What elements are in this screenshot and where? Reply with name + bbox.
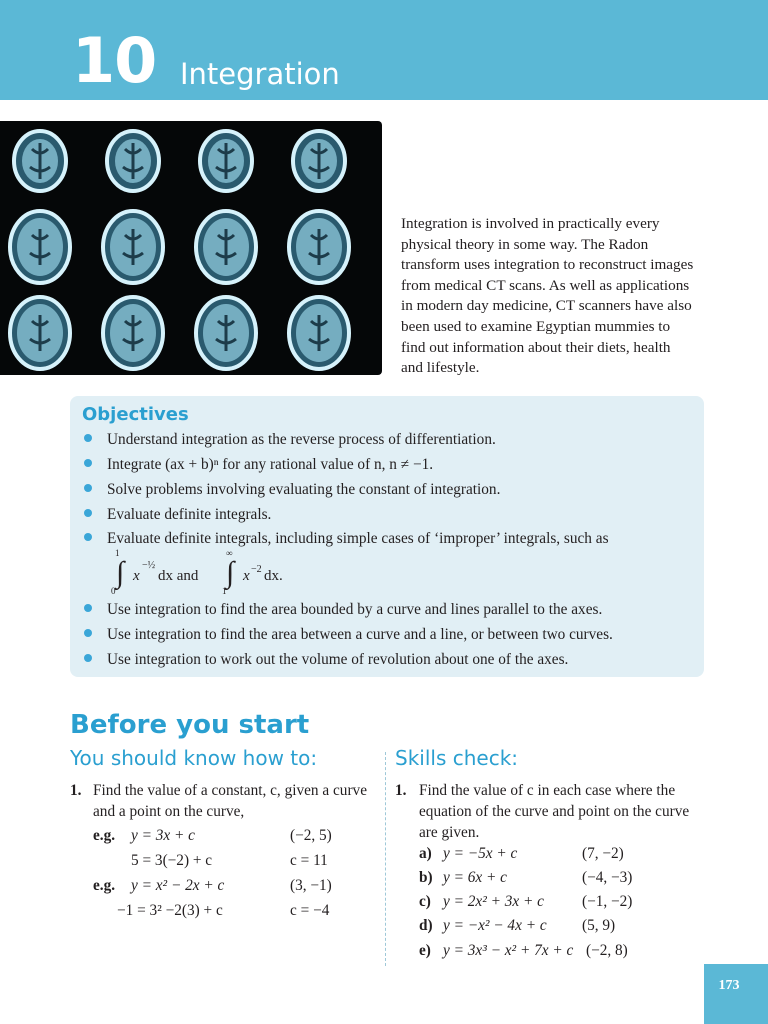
- ct-slice: [103, 297, 163, 369]
- intro-line: physical theory in some way. The Radon: [401, 235, 649, 253]
- ct-slice: [196, 211, 256, 283]
- chapter-number: 10: [72, 24, 157, 97]
- objectives-title: Objectives: [82, 404, 189, 425]
- ct-slice: [103, 211, 163, 283]
- int2-tail: dx.: [264, 568, 283, 584]
- left-column-heading: You should know how to:: [70, 746, 318, 770]
- int2-base: x: [243, 568, 250, 584]
- question-number: 1.: [70, 782, 82, 799]
- chapter-title: Integration: [180, 57, 340, 91]
- bullet-icon: [84, 654, 92, 662]
- int1-tail: dx and: [158, 568, 199, 584]
- objectives-box: [70, 396, 704, 677]
- ct-slice: [289, 297, 349, 369]
- bullet-icon: [84, 629, 92, 637]
- page-number: 173: [718, 978, 740, 993]
- ct-slice: [14, 131, 66, 191]
- int1-base: x: [133, 568, 140, 584]
- int1-exp: −½: [142, 560, 156, 571]
- bullet-icon: [84, 459, 92, 467]
- bullet-icon: [84, 484, 92, 492]
- page-number-tab: [704, 964, 768, 1024]
- intro-line: find out information about their diets, health: [401, 338, 671, 356]
- before-you-start-title: Before you start: [70, 710, 310, 740]
- bullet-icon: [84, 509, 92, 517]
- ct-slice: [200, 131, 252, 191]
- intro-line: been used to examine Egyptian mummies to: [401, 317, 671, 335]
- column-divider: [385, 752, 386, 966]
- objective-item: Integrate (ax + b)ⁿ for any rational value of n, n ≠ −1.: [84, 455, 433, 475]
- integral-sign: ∫: [116, 556, 125, 589]
- int2-upper: ∞: [226, 548, 233, 558]
- bullet-icon: [84, 533, 92, 541]
- objective-item: Understand integration as the reverse process of differentiation.: [84, 430, 496, 450]
- integral-sign: ∫: [226, 556, 235, 589]
- bullet-icon: [84, 434, 92, 442]
- int2-lower: 1: [222, 586, 227, 596]
- intro-paragraph: [401, 214, 721, 379]
- ct-scan-image: [0, 121, 382, 375]
- int1-upper: 1: [115, 548, 120, 558]
- intro-line: in modern day medicine, CT scanners have also: [401, 297, 692, 315]
- intro-line: transform uses integration to reconstruct images: [401, 256, 694, 274]
- improper-integrals-math: [106, 546, 406, 596]
- ct-slice: [107, 131, 159, 191]
- question-number: 1.: [395, 782, 407, 799]
- bullet-icon: [84, 604, 92, 612]
- objective-item: Evaluate definite integrals, including simple cases of ‘improper’ integrals, such as: [84, 529, 609, 549]
- chapter-header: [0, 0, 768, 100]
- ct-slice: [10, 211, 70, 283]
- int1-lower: 0: [111, 586, 116, 596]
- int2-exp: −2: [251, 564, 262, 575]
- objective-item: Use integration to work out the volume of revolution about one of the axes.: [84, 650, 568, 670]
- question-text: Find the value of a constant, c, given a curve and a point on the curve,: [93, 782, 367, 820]
- right-column-heading: Skills check:: [395, 746, 519, 770]
- intro-line: and lifestyle.: [401, 359, 480, 377]
- objective-item: Solve problems involving evaluating the constant of integration.: [84, 480, 500, 500]
- objective-item: Use integration to find the area between a curve and a line, or between two curves.: [84, 625, 613, 645]
- question-text: Find the value of c in each case where the equation of the curve and point on the curve are given.: [419, 782, 690, 841]
- intro-line: from medical CT scans. As well as applications: [401, 276, 690, 294]
- ct-slice: [196, 297, 256, 369]
- ct-slice: [10, 297, 70, 369]
- objective-item: Evaluate definite integrals.: [84, 505, 271, 525]
- objective-item: Use integration to find the area bounded by a curve and lines parallel to the axes.: [84, 600, 602, 620]
- ct-slice: [293, 131, 345, 191]
- ct-slice: [289, 211, 349, 283]
- intro-line: Integration is involved in practically every: [401, 215, 660, 232]
